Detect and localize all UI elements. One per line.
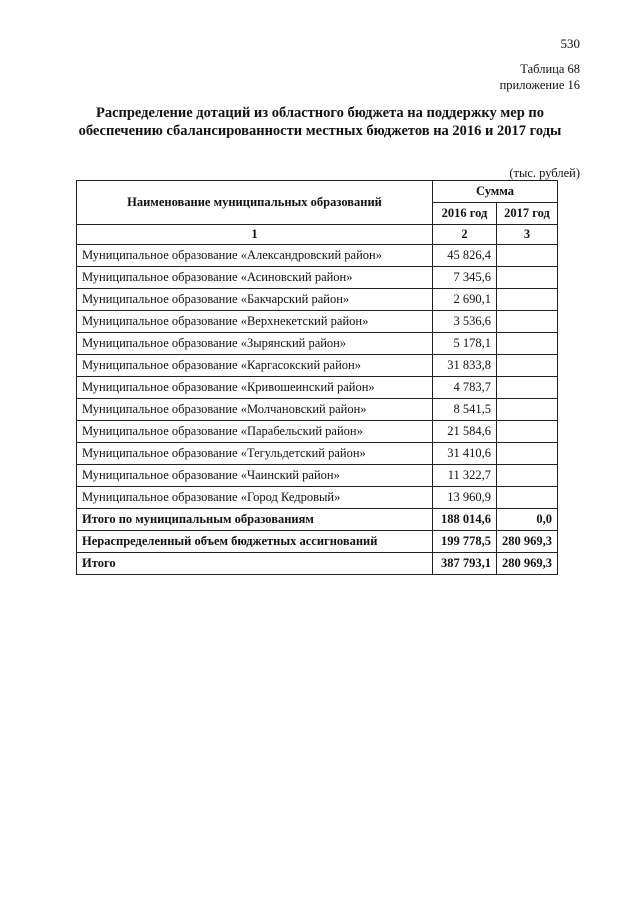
row-name: Муниципальное образование «Верхнекетский район» [77,311,433,333]
row-value-2016: 7 345,6 [433,267,497,289]
header-year-2017: 2017 год [497,203,558,225]
row-value-2016: 199 778,5 [433,531,497,553]
row-value-2017 [497,443,558,465]
table-row [77,487,558,509]
row-value-2017 [497,245,558,267]
row-value-2016: 4 783,7 [433,377,497,399]
row-name: Муниципальное образование «Каргасокский район» [77,355,433,377]
total-row [77,531,558,553]
row-value-2017 [497,399,558,421]
row-value-2016: 5 178,1 [433,333,497,355]
row-value-2017 [497,333,558,355]
row-name: Муниципальное образование «Чаинский район» [77,465,433,487]
page-number: 530 [560,36,580,51]
header-year-2016: 2016 год [433,203,497,225]
table-row [77,465,558,487]
row-value-2017 [497,289,558,311]
row-value-2017 [497,355,558,377]
row-value-2017 [497,377,558,399]
table-row [77,333,558,355]
row-value-2017: 0,0 [497,509,558,531]
row-name: Муниципальное образование «Парабельский район» [77,421,433,443]
table-row [77,443,558,465]
column-number-2: 2 [433,225,497,245]
total-row [77,553,558,575]
appendix-label: приложение 16 [499,78,580,92]
row-value-2016: 21 584,6 [433,421,497,443]
header-sum: Сумма [433,181,558,203]
row-name: Муниципальное образование «Молчановский район» [77,399,433,421]
row-name: Нераспределенный объем бюджетных ассигнований [77,531,433,553]
row-value-2016: 11 322,7 [433,465,497,487]
row-value-2016: 31 833,8 [433,355,497,377]
row-value-2016: 45 826,4 [433,245,497,267]
row-name: Итого [77,553,433,575]
row-value-2016: 8 541,5 [433,399,497,421]
row-name: Муниципальное образование «Александровский район» [77,245,433,267]
title-line-1: Распределение дотаций из областного бюджета на поддержку мер по [95,105,545,121]
units-note: (тыс. рублей) [509,166,580,180]
row-value-2017 [497,311,558,333]
table-body [77,245,558,575]
row-name: Муниципальное образование «Бакчарский район» [77,289,433,311]
row-value-2016: 13 960,9 [433,487,497,509]
column-number-3: 3 [497,225,558,245]
row-value-2016: 2 690,1 [433,289,497,311]
title-line-2: обеспечению сбалансированности местных бюджетов на 2016 и 2017 годы [78,123,562,139]
row-value-2016: 188 014,6 [433,509,497,531]
table-row [77,289,558,311]
total-row [77,509,558,531]
row-name: Муниципальное образование «Тегульдетский район» [77,443,433,465]
row-value-2017 [497,421,558,443]
subsidies-table [76,180,558,575]
table-row [77,311,558,333]
row-value-2016: 387 793,1 [433,553,497,575]
row-value-2017 [497,487,558,509]
row-name: Итого по муниципальным образованиям [77,509,433,531]
row-value-2017 [497,267,558,289]
table-row [77,421,558,443]
table-label: Таблица 68 [520,62,580,76]
header-row-1 [77,181,558,203]
column-number-row [77,225,558,245]
row-value-2017: 280 969,3 [497,531,558,553]
table-row [77,245,558,267]
table-row [77,355,558,377]
row-name: Муниципальное образование «Асиновский район» [77,267,433,289]
row-name: Муниципальное образование «Город Кедровый» [77,487,433,509]
table-row [77,267,558,289]
header-name: Наименование муниципальных образований [77,181,433,225]
row-name: Муниципальное образование «Зырянский район» [77,333,433,355]
column-number-1: 1 [77,225,433,245]
row-name: Муниципальное образование «Кривошеинский район» [77,377,433,399]
row-value-2016: 31 410,6 [433,443,497,465]
row-value-2017 [497,465,558,487]
row-value-2016: 3 536,6 [433,311,497,333]
document-title [70,104,570,140]
table-row [77,377,558,399]
table-row [77,399,558,421]
row-value-2017: 280 969,3 [497,553,558,575]
